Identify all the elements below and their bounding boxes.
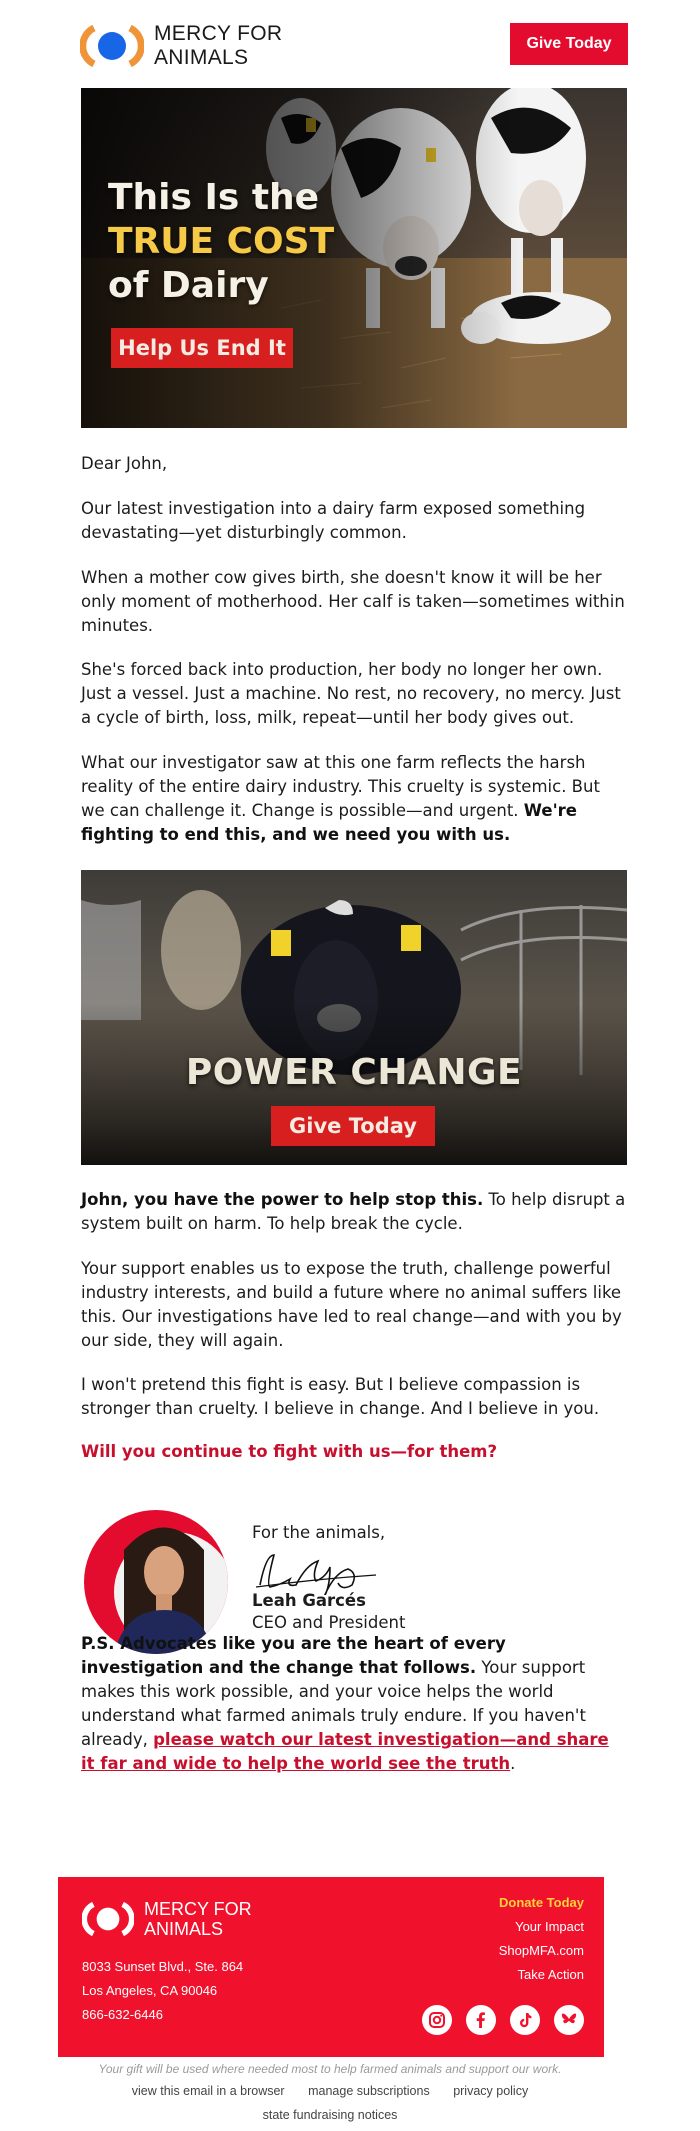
- paragraph-4-bold: We're fighting to end this, and we need you with us.: [81, 801, 577, 844]
- hero1-title: [108, 176, 334, 308]
- paragraph-6: Your support enables us to expose the truth, challenge powerful industry interests, and build a future where no animal suffers like this. Our investigations have led to real change—and with you by our side, they will again.: [81, 1259, 622, 1350]
- give-today-button[interactable]: Give Today: [510, 23, 628, 65]
- help-us-end-it-button[interactable]: Help Us End It: [111, 328, 293, 368]
- call-to-action-question: Will you continue to fight with us—for them?: [81, 1442, 498, 1461]
- phone-number[interactable]: 866-632-6446: [82, 2007, 163, 2022]
- hero1-title-line3: of Dairy: [108, 265, 269, 306]
- hero1-title-line1: This Is the: [108, 177, 320, 218]
- ps-end: .: [510, 1754, 516, 1773]
- bluesky-icon[interactable]: [554, 2005, 584, 2035]
- watch-investigation-link[interactable]: please watch our latest investigation—and share it far and wide to help the world see the truth: [81, 1730, 609, 1773]
- footer-take-action-link[interactable]: Take Action: [517, 1967, 584, 1982]
- tiktok-icon[interactable]: [510, 2005, 540, 2035]
- footer-logo-line1: MERCY FOR: [144, 1899, 252, 1919]
- email-header: [80, 20, 628, 76]
- gift-disclaimer: Your gift will be used where needed most to help farmed animals and support our work.: [98, 2062, 562, 2076]
- paragraph-4: [81, 751, 627, 847]
- paragraph-3: She's forced back into production, her body no longer her own. Just a vessel. Just a machine. No rest, no recovery, no mercy. Just a cycle of birth, loss, milk, repeat—until her body gives out.: [81, 660, 621, 727]
- paragraph-5-bold: John, you have the power to help stop this.: [81, 1190, 484, 1209]
- paragraph-2: When a mother cow gives birth, she doesn't know it will be her only moment of motherhood. Her calf is taken—sometimes within minutes.: [81, 568, 625, 635]
- hero2-title: POWER CHANGE: [185, 1052, 523, 1093]
- logo-line2: ANIMALS: [154, 46, 249, 69]
- signature-role: CEO and President: [252, 1613, 406, 1632]
- paragraph-1: Our latest investigation into a dairy farm exposed something devastating—yet disturbingly common.: [81, 499, 586, 542]
- hero-image-true-cost[interactable]: [81, 88, 627, 428]
- email-footer: [58, 1877, 604, 2057]
- signature-closing: For the animals,: [252, 1523, 386, 1542]
- footer-logo-line2: ANIMALS: [144, 1919, 224, 1939]
- facebook-icon[interactable]: [466, 2005, 496, 2035]
- footer-logo-mark-icon: [82, 1901, 134, 1937]
- hero-image-power-change[interactable]: [81, 870, 627, 1165]
- footer-shop-link[interactable]: ShopMFA.com: [498, 1943, 584, 1958]
- paragraph-4-plain: What our investigator saw at this one farm reflects the harsh reality of the entire dairy industry. This cruelty is systemic. But we can challenge it. Change is possible—and urgent.: [81, 753, 600, 820]
- footer-impact-link[interactable]: Your Impact: [515, 1919, 584, 1934]
- handwritten-signature: [252, 1545, 382, 1599]
- privacy-policy-link[interactable]: privacy policy: [453, 2084, 529, 2098]
- paragraph-7: I won't pretend this fight is easy. But I believe compassion is stronger than cruelty. I believe in change. And I believe in you.: [81, 1375, 600, 1418]
- instagram-icon[interactable]: [422, 2005, 452, 2035]
- hero2-give-today-button[interactable]: Give Today: [271, 1106, 435, 1146]
- logo-mark-icon: [80, 24, 144, 68]
- logo-text: [154, 22, 282, 70]
- ps-plain: Your support makes this work possible, and your voice helps the world understand what farmed animals truly endure. If you haven't already,: [81, 1658, 586, 1749]
- footer-logo[interactable]: [82, 1899, 252, 1939]
- logo-line1: MERCY FOR: [154, 22, 283, 45]
- footer-donate-link[interactable]: Donate Today: [499, 1895, 584, 1910]
- mfa-logo[interactable]: [80, 22, 282, 70]
- paragraph-5: [81, 1188, 627, 1236]
- utility-links: [0, 2084, 660, 2098]
- greeting: Dear John,: [81, 454, 168, 473]
- signature-name: Leah Garcés: [252, 1591, 366, 1610]
- address-line2: Los Angeles, CA 90046: [82, 1983, 218, 1998]
- manage-subscriptions-link[interactable]: manage subscriptions: [308, 2084, 430, 2098]
- ps-paragraph: [81, 1632, 627, 1776]
- address-line1: 8033 Sunset Blvd., Ste. 864: [82, 1959, 244, 1974]
- hero1-title-line2: TRUE COST: [108, 221, 335, 262]
- view-in-browser-link[interactable]: view this email in a browser: [131, 2084, 285, 2098]
- state-fundraising-notices-link[interactable]: state fundraising notices: [262, 2108, 398, 2122]
- footer-links: [499, 1891, 584, 1987]
- social-icons: [422, 2005, 584, 2035]
- footer-address: [82, 1955, 243, 2027]
- paragraph-5-plain: To help disrupt a system built on harm. To help break the cycle.: [81, 1190, 626, 1233]
- ps-bold: P.S. Advocates like you are the heart of every investigation and the change that follows.: [81, 1634, 506, 1677]
- footer-logo-text: [144, 1899, 252, 1939]
